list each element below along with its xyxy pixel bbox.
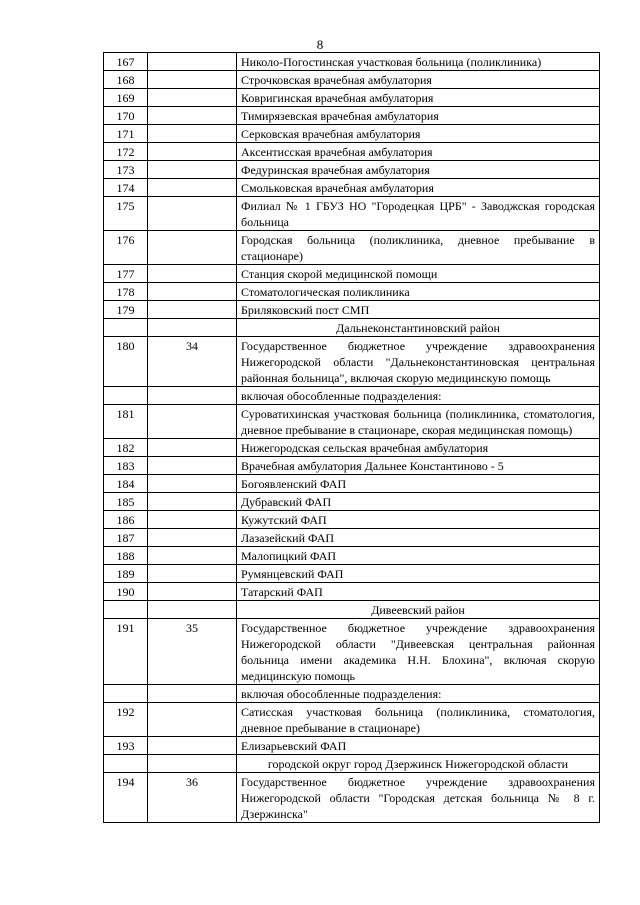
row-number-cell: 176 [104,231,148,265]
table-row [104,737,600,755]
facility-name-cell: включая обособленные подразделения: [237,685,600,703]
facility-name-cell: Нижегородская сельская врачебная амбулатория [237,439,600,457]
table-row [104,337,600,387]
registry-code-cell [148,301,237,319]
table-row [104,107,600,125]
facility-name-cell: включая обособленные подразделения: [237,387,600,405]
registry-code-cell [148,387,237,405]
table-row [104,475,600,493]
registry-code-cell [148,71,237,89]
facility-name-cell: Серковская врачебная амбулатория [237,125,600,143]
table-row [104,143,600,161]
registry-code-cell: 36 [148,773,237,823]
facility-name-cell: Малопицкий ФАП [237,547,600,565]
row-number-cell: 192 [104,703,148,737]
table-row [104,685,600,703]
row-number-cell: 179 [104,301,148,319]
facility-name-cell: Татарский ФАП [237,583,600,601]
registry-code-cell [148,89,237,107]
table-row [104,511,600,529]
registry-code-cell: 34 [148,337,237,387]
registry-code-cell [148,319,237,337]
facility-name-cell: Дубравский ФАП [237,493,600,511]
registry-code-cell [148,475,237,493]
registry-code-cell [148,265,237,283]
table-row [104,493,600,511]
table-row [104,161,600,179]
registry-code-cell [148,565,237,583]
facility-name-cell: Станция скорой медицинской помощи [237,265,600,283]
facility-name-cell: Лазазейский ФАП [237,529,600,547]
registry-code-cell [148,143,237,161]
table-row [104,89,600,107]
facility-name-cell: Государственное бюджетное учреждение здравоохранения Нижегородской области "Дальнеконстантиновская центральная районная больница", включая скорую медицинскую помощь [237,337,600,387]
district-header-row [104,319,600,337]
facility-name-cell: Стоматологическая поликлиника [237,283,600,301]
registry-code-cell [148,179,237,197]
table-row [104,405,600,439]
facility-name-cell: Филиал № 1 ГБУЗ НО "Городецкая ЦРБ" - Заводжская городская больница [237,197,600,231]
district-header-row [104,755,600,773]
registry-code-cell [148,439,237,457]
registry-code-cell [148,53,237,71]
table-row [104,71,600,89]
table-row [104,703,600,737]
row-number-cell [104,755,148,773]
registry-code-cell [148,737,237,755]
table-row [104,231,600,265]
row-number-cell: 194 [104,773,148,823]
table-row [104,283,600,301]
row-number-cell: 185 [104,493,148,511]
facility-name-cell: Смольковская врачебная амбулатория [237,179,600,197]
table-row [104,619,600,685]
row-number-cell [104,319,148,337]
row-number-cell: 170 [104,107,148,125]
facility-name-cell: Бриляковский пост СМП [237,301,600,319]
row-number-cell: 180 [104,337,148,387]
registry-code-cell [148,703,237,737]
row-number-cell: 182 [104,439,148,457]
table-row [104,387,600,405]
table-row [104,583,600,601]
table-row [104,547,600,565]
row-number-cell: 189 [104,565,148,583]
row-number-cell: 193 [104,737,148,755]
registry-code-cell [148,493,237,511]
registry-code-cell [148,197,237,231]
facility-name-cell: Строчковская врачебная амбулатория [237,71,600,89]
row-number-cell: 169 [104,89,148,107]
row-number-cell: 171 [104,125,148,143]
table-row [104,529,600,547]
registry-code-cell [148,685,237,703]
registry-code-cell [148,547,237,565]
registry-code-cell [148,125,237,143]
registry-code-cell: 35 [148,619,237,685]
row-number-cell: 186 [104,511,148,529]
facility-name-cell: Городская больница (поликлиника, дневное пребывание в стационаре) [237,231,600,265]
registry-code-cell [148,529,237,547]
facility-name-cell: Федуринская врачебная амбулатория [237,161,600,179]
registry-code-cell [148,511,237,529]
facility-name-cell: Николо-Погостинская участковая больница (поликлиника) [237,53,600,71]
registry-code-cell [148,583,237,601]
facility-name-cell: Государственное бюджетное учреждение здравоохранения Нижегородской области "Городская детская больница № 8 г. Дзержинска" [237,773,600,823]
facility-name-cell: Кужутский ФАП [237,511,600,529]
table-row [104,565,600,583]
table-row [104,773,600,823]
table-row [104,125,600,143]
registry-code-cell [148,755,237,773]
row-number-cell: 183 [104,457,148,475]
row-number-cell: 177 [104,265,148,283]
row-number-cell: 173 [104,161,148,179]
registry-code-cell [148,283,237,301]
facility-name-cell: Врачебная амбулатория Дальнее Константиново - 5 [237,457,600,475]
table-row [104,439,600,457]
page-number: 8 [316,37,324,52]
registry-code-cell [148,405,237,439]
facilities-table [103,52,600,823]
table-row [104,265,600,283]
row-number-cell: 167 [104,53,148,71]
table-row [104,197,600,231]
table-row [104,179,600,197]
facility-name-cell: Ковригинская врачебная амбулатория [237,89,600,107]
facility-name-cell: Суроватихинская участковая больница (поликлиника, стоматология, дневное пребывание в стационаре, скорая медицинская помощь) [237,405,600,439]
table-body [104,53,600,823]
row-number-cell [104,601,148,619]
table-row [104,457,600,475]
registry-code-cell [148,457,237,475]
row-number-cell: 175 [104,197,148,231]
district-name-cell: Дальнеконстантиновский район [237,319,600,337]
row-number-cell: 181 [104,405,148,439]
district-header-row [104,601,600,619]
row-number-cell: 172 [104,143,148,161]
facility-name-cell: Елизарьевский ФАП [237,737,600,755]
facility-name-cell: Румянцевский ФАП [237,565,600,583]
registry-code-cell [148,231,237,265]
row-number-cell: 184 [104,475,148,493]
facility-name-cell: Тимирязевская врачебная амбулатория [237,107,600,125]
table-row [104,53,600,71]
row-number-cell [104,685,148,703]
registry-code-cell [148,161,237,179]
row-number-cell: 168 [104,71,148,89]
row-number-cell [104,387,148,405]
row-number-cell: 188 [104,547,148,565]
facility-name-cell: Государственное бюджетное учреждение здравоохранения Нижегородской области "Дивеевская центральная районная больница имени академика Н.Н. Блохина", включая скорую медицинскую помощь [237,619,600,685]
row-number-cell: 174 [104,179,148,197]
registry-code-cell [148,601,237,619]
facility-name-cell: Богоявленский ФАП [237,475,600,493]
row-number-cell: 178 [104,283,148,301]
row-number-cell: 190 [104,583,148,601]
district-name-cell: Дивеевский район [237,601,600,619]
row-number-cell: 191 [104,619,148,685]
facility-name-cell: Сатисская участковая больница (поликлиника, стоматология, дневное пребывание в стационаре) [237,703,600,737]
row-number-cell: 187 [104,529,148,547]
registry-code-cell [148,107,237,125]
facility-name-cell: Аксентисская врачебная амбулатория [237,143,600,161]
table-row [104,301,600,319]
district-name-cell: городской округ город Дзержинск Нижегородской области [237,755,600,773]
